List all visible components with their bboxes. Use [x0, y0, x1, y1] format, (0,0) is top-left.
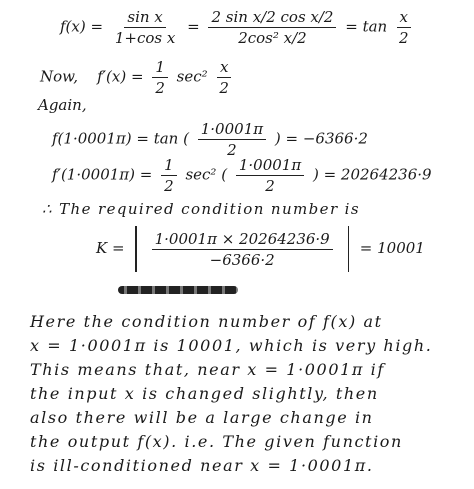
eq5-numerator: 1·0001π × 20264236·9 [152, 230, 333, 250]
eq2-sec-squared: sec² [176, 67, 208, 86]
eq4-lhs: f′(1·0001π) = [52, 165, 153, 184]
eq2-argument-den: 2 [219, 79, 229, 97]
paragraph-line: is ill-conditioned near x = 1·0001π. [30, 456, 374, 475]
eq1-equals: = [187, 17, 200, 36]
eq2-argument-num: x [217, 58, 231, 78]
eq2-coefficient-den: 2 [155, 79, 165, 97]
equation-fprime-value [52, 156, 432, 195]
eq1-fraction-1-den: 1+cos x [114, 29, 176, 47]
eq4-rhs: ) = 20264236·9 [312, 165, 432, 184]
eq1-fraction-2 [208, 8, 336, 47]
eq2-coefficient-num: 1 [152, 58, 168, 78]
eq2-lead: Now, [40, 67, 78, 86]
eq3-argument-num: 1·0001π [198, 120, 266, 140]
eq1-fraction-1-num: sin x [124, 8, 165, 28]
eq3-rhs: ) = −6366·2 [274, 129, 368, 148]
eq4-coefficient-den: 2 [164, 177, 174, 195]
abs-bar-left [135, 226, 137, 272]
eq2-argument [216, 58, 232, 97]
therefore-line: ∴ The required condition number is [42, 200, 360, 218]
again-label: Again, [38, 96, 87, 114]
eq1-rhs-num: x [397, 8, 411, 28]
eq3-lhs: f(1·0001π) = tan ( [52, 129, 189, 148]
eq5-denominator: −6366·2 [209, 250, 275, 269]
paragraph-line: x = 1·0001π is 10001, which is very high. [30, 336, 433, 355]
equation-fprime-x [40, 58, 236, 97]
eq1-lhs: f(x) = [60, 17, 104, 36]
eq4-argument [236, 156, 304, 195]
eq5-fraction [152, 230, 333, 269]
paragraph-line: the input x is changed slightly, then [30, 384, 379, 403]
eq4-coefficient [161, 156, 177, 195]
eq1-rhs-den: 2 [399, 29, 409, 47]
eq4-sec-squared: sec² ( [185, 165, 228, 184]
paragraph-line: Here the condition number of f(x) at [30, 312, 383, 331]
eq1-rhs-fraction [396, 8, 412, 47]
eq2-lhs: f′(x) = [97, 67, 144, 86]
eq5-lhs: K = [96, 239, 125, 257]
eq1-rhs-prefix: = tan [345, 17, 388, 36]
equation-fx [60, 8, 416, 47]
abs-bar-right [348, 226, 350, 272]
equation-f-value [52, 120, 368, 159]
eq4-coefficient-num: 1 [161, 156, 177, 176]
paragraph-line: the output f(x). i.e. The given function [30, 432, 403, 451]
eq5-rhs: = 10001 [359, 239, 425, 257]
eq2-coefficient [152, 58, 168, 97]
eq3-argument-den: 2 [227, 141, 237, 159]
eq1-fraction-1 [112, 8, 178, 47]
condition-number-equation [96, 226, 425, 272]
eq1-fraction-2-den: 2cos² x/2 [238, 29, 307, 47]
squiggle-divider [118, 286, 238, 294]
eq4-argument-num: 1·0001π [236, 156, 304, 176]
paragraph-line: also there will be a large change in [30, 408, 374, 427]
paragraph-line: This means that, near x = 1·0001π if [30, 360, 385, 379]
eq1-fraction-2-num: 2 sin x/2 cos x/2 [208, 8, 336, 28]
eq3-argument [198, 120, 266, 159]
eq4-argument-den: 2 [265, 177, 275, 195]
